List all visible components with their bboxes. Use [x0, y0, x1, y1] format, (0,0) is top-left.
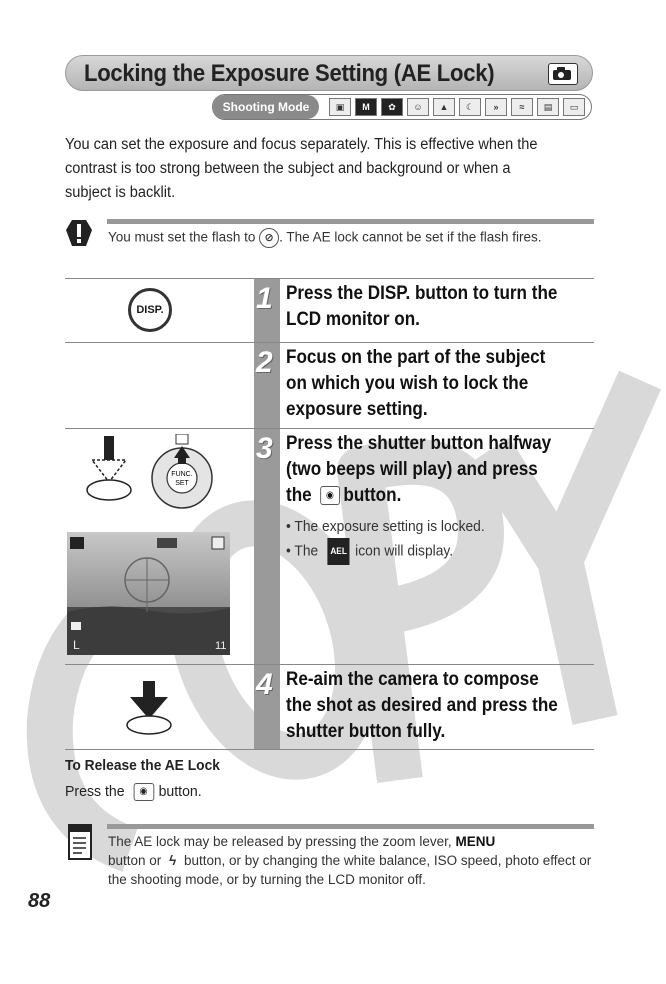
shooting-mode-label: Shooting Mode: [213, 95, 319, 119]
disp-button-label: DISP.: [136, 304, 164, 316]
shutter-half-press-illustration: [82, 432, 142, 504]
step-3-title-start: Press the shutter button halfway (two beeps will play) and press the: [286, 433, 552, 506]
note-text: [108, 832, 594, 889]
step-number: 3: [256, 432, 273, 465]
stitch-assist-icon: ▤: [537, 98, 559, 116]
step-3-bullet-1: • The exposure setting is locked.: [286, 518, 485, 535]
page-number: 88: [28, 890, 51, 912]
step-divider: [65, 278, 594, 279]
note-divider: [107, 824, 594, 829]
flash-off-icon: ⊘: [259, 228, 279, 248]
bullet-text: The exposure setting is locked.: [294, 518, 485, 535]
portrait-icon: ☺: [407, 98, 429, 116]
landscape-icon: ▲: [433, 98, 455, 116]
note-icon: [68, 824, 94, 864]
disp-button-illustration: [128, 288, 172, 332]
caution-text: [108, 228, 588, 248]
step-1-title: Press the DISP. button to turn the LCD monitor on.: [286, 283, 558, 330]
step-3-title: [286, 431, 563, 509]
step-3-title-end: button.: [343, 485, 402, 506]
step-divider: [65, 664, 594, 665]
set-label: SET: [175, 480, 189, 487]
step-3-bullet-2: • The AEL icon will display.: [286, 538, 453, 565]
night-scene-icon: ☾: [459, 98, 481, 116]
caution-text-end: . The AE lock cannot be set if the flash fires.: [279, 229, 542, 245]
ae-lock-button-icon: ◉: [133, 783, 154, 801]
manual-mode-icon: M: [355, 98, 377, 116]
note-text-3: button, or by changing the white balance, ISO speed, photo effect or the shooting mode, or by turning the LCD monitor off.: [108, 853, 592, 887]
ae-lock-button-icon: ◉: [320, 486, 340, 505]
digital-macro-icon: ✿: [381, 98, 403, 116]
bullet-text: icon will display.: [355, 542, 454, 560]
movie-icon: ▭: [563, 98, 585, 116]
func-set-button-illustration: [150, 434, 216, 514]
step-divider: [65, 342, 594, 343]
flash-icon: ϟ: [169, 853, 177, 868]
fast-shutter-icon: »: [485, 98, 507, 116]
step-number: 1: [256, 282, 273, 315]
release-instruction: [65, 783, 202, 801]
title-bar: [65, 55, 593, 91]
release-text-start: Press the: [65, 783, 125, 800]
step-number: 2: [256, 346, 273, 379]
camera-icon: [548, 63, 578, 85]
caution-text-start: You must set the flash to: [108, 229, 256, 245]
ael-icon: AEL: [328, 538, 350, 565]
page-title: Locking the Exposure Setting (AE Lock): [84, 60, 495, 87]
bullet-text: The: [294, 542, 319, 560]
step-number: 4: [256, 668, 273, 701]
step-4-title: Re-aim the camera to compose the shot as desired and press the shutter button fully.: [286, 669, 558, 742]
lcd-size-readout: L: [73, 638, 80, 652]
release-text-end: button.: [158, 783, 202, 800]
note-text-1: The AE lock may be released by pressing the zoom lever,: [108, 834, 452, 849]
step-divider: [65, 428, 594, 429]
func-label: FUNC.: [171, 471, 193, 478]
caution-divider: [107, 219, 594, 224]
menu-label: MENU: [455, 834, 496, 849]
lcd-monitor-preview: [67, 532, 230, 655]
step-divider: [65, 749, 594, 750]
auto-mode-icon: ▣: [329, 98, 351, 116]
caution-icon: [64, 218, 94, 248]
lcd-shot-count: 11: [215, 640, 227, 652]
shutter-full-press-illustration: [124, 679, 174, 737]
release-section-title: To Release the AE Lock: [65, 757, 220, 774]
intro-paragraph: You can set the exposure and focus separately. This is effective when the contrast is too strong between the subject and background or when a subject is backlit.: [65, 136, 538, 201]
slow-shutter-icon: ≈: [511, 98, 533, 116]
shooting-mode-bar: [212, 94, 592, 120]
note-text-2: button or: [108, 853, 162, 868]
step-2-title: Focus on the part of the subject on which you wish to lock the exposure setting.: [286, 347, 546, 420]
